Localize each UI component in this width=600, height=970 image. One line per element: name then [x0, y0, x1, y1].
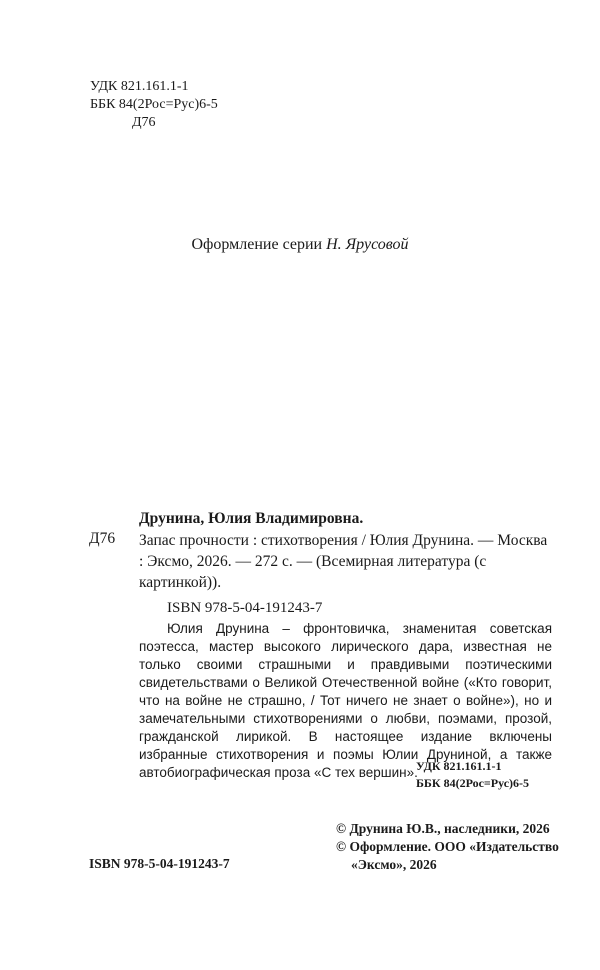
isbn-bottom: ISBN 978-5-04-191243-7 [89, 856, 230, 871]
udk-code: УДК 821.161.1-1 [90, 79, 189, 94]
catalog-udk-code: УДК 821.161.1-1 [416, 759, 502, 773]
copyright-block [336, 820, 559, 874]
catalog-author-sign: Д76 [89, 530, 116, 547]
catalog-author-heading: Друнина, Юлия Владимировна. [139, 510, 364, 527]
catalog-isbn: ISBN 978-5-04-191243-7 [167, 600, 323, 616]
bbk-code: ББК 84(2Рос=Рус)6-5 [90, 97, 218, 112]
catalog-classification [416, 758, 529, 792]
copyright-author: © Друнина Ю.В., наследники, 2026 [336, 821, 550, 836]
design-credit-label: Оформление серии [191, 236, 323, 253]
classification-block [90, 78, 218, 132]
book-annotation: Юлия Друнина – фронтовичка, знаменитая советская поэтесса, мастер высокого лирического дара, известная не только своими страшными и правдивыми поэтическими свидетельствами о Великой Отечественной войне («Кто говорит, что на войне не страшно, / Тот ничего не знает о войне»), но и замечательными стихотворениями о любви, поэмами, прозой, гражданской лирикой. В настоящее издание включены избранные стихотворения и поэмы Юлии Друниной, а также автобиографическая проза «С тех вершин». [139, 621, 552, 780]
designer-name: Н. Ярусовой [326, 236, 409, 253]
copyright-publisher: «Эксмо», 2026 [351, 857, 437, 872]
copyright-design: © Оформление. ООО «Издательство [336, 839, 559, 854]
catalog-description: Запас прочности : стихотворения / Юлия Друнина. — Москва : Эксмо, 2026. — 272 с. — (Всемирная литература (с картинкой)). [139, 532, 548, 591]
author-sign: Д76 [132, 115, 156, 130]
catalog-bbk-code: ББК 84(2Рос=Рус)6-5 [416, 776, 530, 790]
series-design-credit [0, 236, 600, 254]
